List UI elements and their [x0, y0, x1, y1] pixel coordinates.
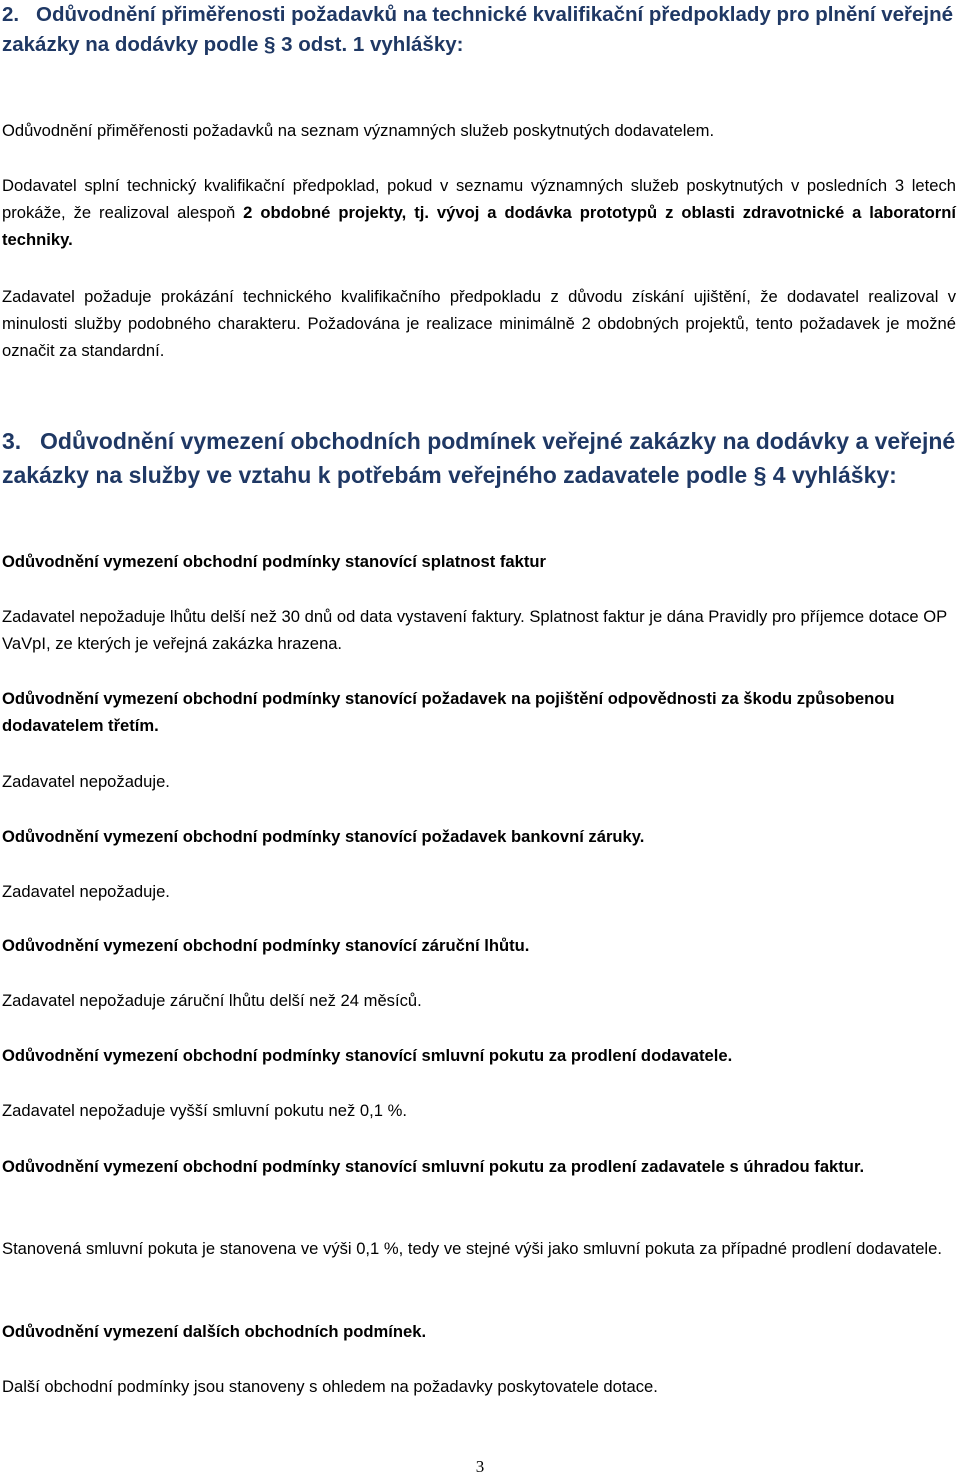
section-2-paragraph-2: Zadavatel požaduje prokázání technického kvalifikačního předpokladu z důvodu získání ujištění, že dodavatel realizoval v minulosti služby podobného charakteru. Požadována je realizace minimálně 2 obdobných projektů, tento požadavek je možné označit za standardní.: [2, 287, 956, 360]
page-number: 3: [475, 1457, 485, 1476]
item-4-text: Zadavatel nepožaduje záruční lhůtu delší než 24 měsíců.: [2, 991, 422, 1010]
item-5-heading: Odůvodnění vymezení obchodní podmínky stanovící smluvní pokutu za prodlení dodavatele.: [2, 1046, 733, 1065]
item-6-text: Stanovená smluvní pokuta je stanovena ve výši 0,1 %, tedy ve stejné výši jako smluvní pokuta za případné prodlení dodavatele.: [2, 1239, 942, 1258]
section-2-number: 2.: [2, 3, 20, 26]
item-1-heading: Odůvodnění vymezení obchodní podmínky stanovící splatnost faktur: [2, 552, 546, 571]
section-3-number: 3.: [2, 428, 22, 454]
section-2-heading: [2, 0, 956, 60]
item-2-heading: Odůvodnění vymezení obchodní podmínky stanovící požadavek na pojištění odpovědnosti za škodu způsobenou dodavatelem třetím.: [2, 689, 895, 735]
section-3-heading: [2, 424, 956, 492]
section-2-paragraph-1-text: Dodavatel splní technický kvalifikační předpoklad, pokud v seznamu významných služeb poskytnutých v posledních 3 letech prokáže, že realizoval alespoň: [2, 176, 956, 222]
item-4-heading: Odůvodnění vymezení obchodní podmínky stanovící záruční lhůtu.: [2, 936, 530, 955]
item-5-text: Zadavatel nepožaduje vyšší smluvní pokutu než 0,1 %.: [2, 1101, 407, 1120]
section-3-title: Odůvodnění vymezení obchodních podmínek veřejné zakázky na dodávky a veřejné zakázky na služby ve vztahu k potřebám veřejného zadavatele podle § 4 vyhlášky:: [2, 428, 956, 488]
section-2-paragraph-1: [2, 172, 956, 253]
section-2-paragraph-1-bold: 2 obdobné projekty, tj. vývoj a dodávka prototypů z oblasti zdravotnické a laboratorní techniky.: [2, 203, 956, 249]
item-3-heading: Odůvodnění vymezení obchodní podmínky stanovící požadavek bankovní záruky.: [2, 827, 645, 846]
item-6-heading: Odůvodnění vymezení obchodní podmínky stanovící smluvní pokutu za prodlení zadavatele s úhradou faktur.: [2, 1157, 865, 1176]
section-2-subheading: Odůvodnění přiměřenosti požadavků na seznam významných služeb poskytnutých dodavatelem.: [2, 121, 715, 140]
item-7-text: Další obchodní podmínky jsou stanoveny s ohledem na požadavky poskytovatele dotace.: [2, 1377, 658, 1396]
item-1-text: Zadavatel nepožaduje lhůtu delší než 30 dnů od data vystavení faktury. Splatnost faktur je dána Pravidly pro příjemce dotace OP VaVpI, ze kterých je veřejná zakázka hrazena.: [2, 607, 947, 653]
section-2-title: Odůvodnění přiměřenosti požadavků na technické kvalifikační předpoklady pro plnění veřejné zakázky na dodávky podle § 3 odst. 1 vyhlášky:: [2, 3, 954, 56]
item-2-text: Zadavatel nepožaduje.: [2, 772, 170, 791]
item-3-text: Zadavatel nepožaduje.: [2, 882, 170, 901]
item-7-heading: Odůvodnění vymezení dalších obchodních podmínek.: [2, 1322, 427, 1341]
